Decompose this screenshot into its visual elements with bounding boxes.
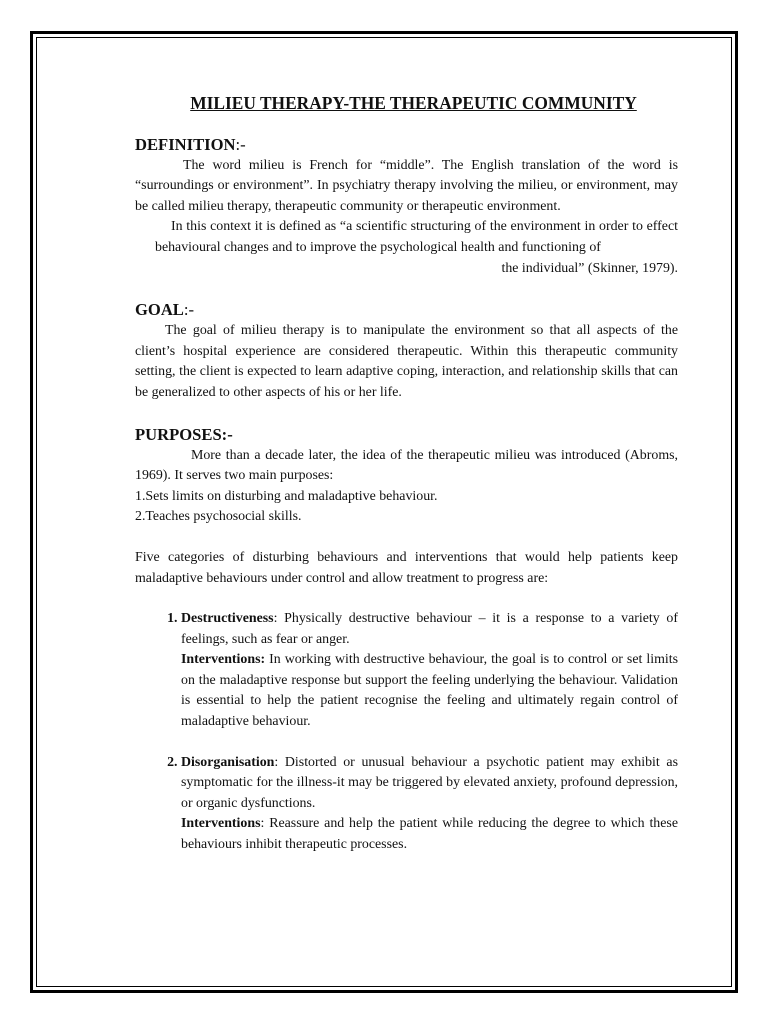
definition-heading-suffix: :- [235,134,246,154]
intervention-text: In working with destructive behaviour, the goal is to control or set limits on the maladaptive response but support the feeling underlying the behaviour. Validation is essential to help the patient recognise the feeling and ultimately regain control of maladaptive behaviour. [181,652,678,730]
definition-citation: the individual” (Skinner, 1979). [501,260,678,276]
document-title: MILIEU THERAPY-THE THERAPEUTIC COMMUNITY [190,93,637,113]
goal-heading-suffix: :- [183,300,195,320]
category-description: : Distorted or unusual behaviour a psychotic patient may exhibit as symptomatic for the illness-it may be triggered by elevated anxiety, profound depression, or organic dysfunctions. [181,754,678,811]
purpose-item-1: 1.Sets limits on disturbing and maladaptive behaviour. [135,488,438,504]
purposes-heading-text: PURPOSES:- [135,424,233,444]
category-term: Destructiveness [181,611,274,627]
goal-heading [135,299,678,321]
intervention-label: Interventions [181,816,261,832]
document-body [135,93,678,856]
category-term: Disorganisation [181,754,275,770]
purpose-item-2: 2.Teaches psychosocial skills. [135,509,302,525]
goal-heading-text: GOAL [135,300,184,320]
goal-paragraph: The goal of milieu therapy is to manipulate the environment so that all aspects of the client’s hospital experience are considered therapeutic. Within this therapeutic community setting, the client is expected to learn adaptive coping, interaction, and relationship skills that can be generalized to other aspects of his or her life. [135,323,678,400]
definition-heading-text: DEFINITION [135,134,236,154]
intervention-label: Interventions: [181,652,266,668]
category-description: : Physically destructive behaviour – it is a response to a variety of feelings, such as fear or anger. [181,611,678,647]
definition-heading [135,134,678,156]
category-item [181,609,678,733]
categories-intro: Five categories of disturbing behaviours and interventions that would help patients keep maladaptive behaviours under control and allow treatment to progress are: [135,549,678,586]
definition-paragraph-1: The word milieu is French for “middle”. The English translation of the word is “surroundings or environment”. In psychiatry therapy involving the milieu, or environment, may be called milieu therapy, therapeutic community or therapeutic environment. [135,157,678,214]
category-item [181,753,678,856]
categories-list [135,609,678,856]
definition-paragraph-2: In this context it is defined as “a scientific structuring of the environment in order to effect behavioural changes and to improve the psychological health and functioning of [155,219,678,255]
purposes-paragraph: More than a decade later, the idea of the therapeutic milieu was introduced (Abroms, 1969). It serves two main purposes: [135,447,678,484]
purposes-heading [135,424,678,446]
intervention-text: : Reassure and help the patient while reducing the degree to which these behaviours inhibit therapeutic processes. [181,816,678,853]
